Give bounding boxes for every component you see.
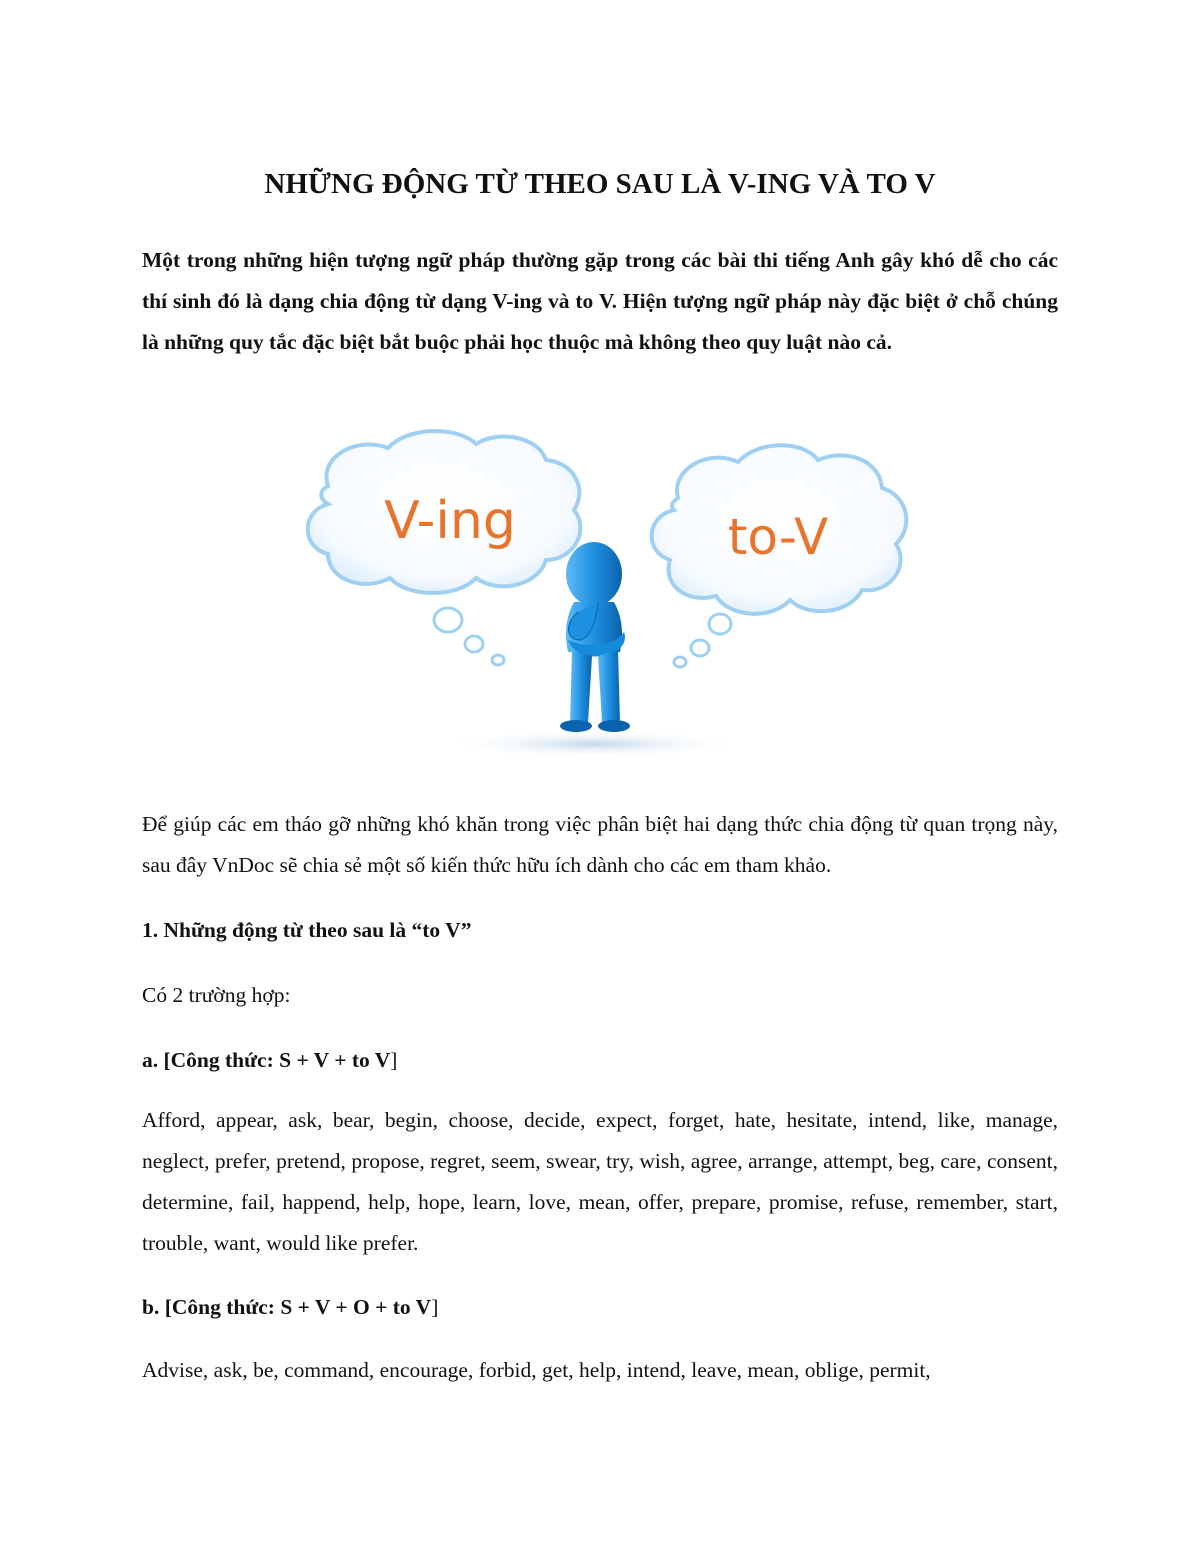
- left-thought-cloud: [308, 431, 581, 665]
- sub-a-verb-list: Afford, appear, ask, bear, begin, choose, decide, expect, forget, hate, hesitate, intend, like, manage, neglect, prefer, pretend, propose, regret, seem, swear, try, wish, agree, arrange, attempt, beg, care, consent, determine, fail, happend, help, hope, learn, love, mean, offer, prepare, promise, refuse, remember, start, trouble, want, would like prefer.: [142, 1108, 1058, 1255]
- sub-b-heading-bracket: ]: [431, 1295, 439, 1319]
- sub-b-verb-list: Advise, ask, be, command, encourage, forbid, get, help, intend, leave, mean, oblige, permit,: [142, 1358, 931, 1382]
- sub-a-heading-formula: a. [Công thức: S + V + to V: [142, 1048, 391, 1072]
- cases-text: Có 2 trường hợp:: [142, 983, 291, 1007]
- sub-a-heading: [142, 1040, 1058, 1081]
- right-cloud-label: to-V: [727, 508, 829, 566]
- intro-paragraph: Một trong những hiện tượng ngữ pháp thường gặp trong các bài thi tiếng Anh gây khó dễ cho các thí sinh đó là dạng chia động từ dạng V-ing và to V. Hiện tượng ngữ pháp này đặc biệt ở chỗ chúng là những quy tắc đặc biệt bắt buộc phải học thuộc mà không theo quy luật nào cả.: [142, 248, 1058, 354]
- right-thought-cloud: [652, 445, 907, 667]
- page-title: NHỮNG ĐỘNG TỪ THEO SAU LÀ V-ING VÀ TO V: [264, 168, 936, 200]
- sub-a-heading-bracket: ]: [390, 1048, 398, 1072]
- thinking-figure: [560, 542, 630, 732]
- left-cloud-label: V-ing: [384, 491, 516, 551]
- floor-shadow: [444, 730, 744, 756]
- sub-b-heading-formula: b. [Công thức: S + V + O + to V: [142, 1295, 432, 1319]
- help-paragraph: Để giúp các em tháo gỡ những khó khăn trong việc phân biệt hai dạng thức chia động từ quan trọng này, sau đây VnDoc sẽ chia sẻ một số kiến thức hữu ích dành cho các em tham khảo.: [142, 812, 1058, 877]
- ving-to-v-illustration: [298, 426, 918, 756]
- section-1-heading: 1. Những động từ theo sau là “to V”: [142, 918, 472, 942]
- sub-b-heading: [142, 1287, 1058, 1328]
